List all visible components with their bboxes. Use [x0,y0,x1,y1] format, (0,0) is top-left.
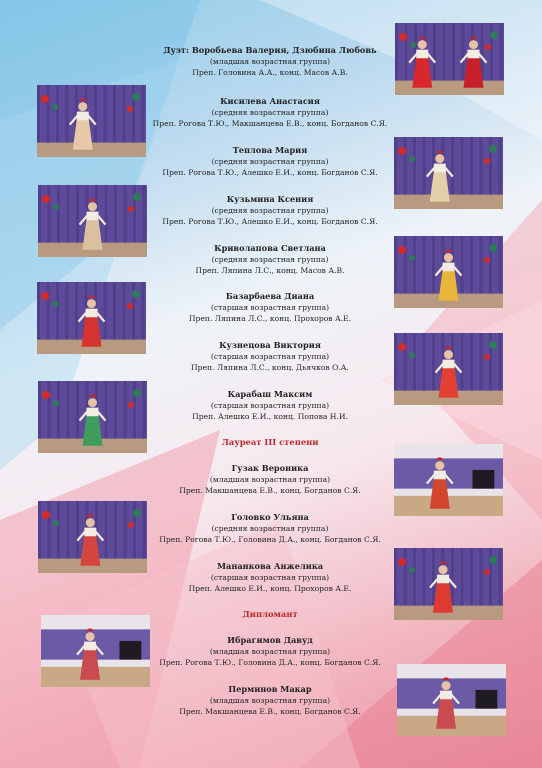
teachers: Преп. Рогова Т.Ю., Головина Д.А., конц. Богданов С.Я. [159,535,381,544]
performer-photo [41,615,150,687]
performer-name: Кузнецова Виктория [219,340,321,350]
age-group: (средняя возрастная группа) [211,157,329,166]
entry-8 [150,389,390,422]
performer-name: Карабаш Максим [227,389,313,399]
teachers: Преп. Макшанцева Е.В., конц. Богданов С.Я. [179,486,361,495]
teachers: Преп. Ляпина Л.С., конц. Масов А.В. [195,266,345,275]
entry-2 [150,96,390,129]
performer-photo [38,381,147,453]
performer-photo [395,23,504,95]
teachers: Преп. Ляпина Л.С., конц. Дьячков О.А. [191,363,349,372]
performer-name: Головко Ульяна [231,512,309,522]
entry-4 [150,194,390,227]
teachers: Преп. Рогова Т.Ю., Макшанцева Е.В., конц. Богданов С.Я. [152,119,388,128]
performer-photo [394,444,503,516]
age-group: (средняя возрастная группа) [211,255,329,264]
age-group: (младшая возрастная группа) [209,57,331,66]
entry-7 [150,340,390,373]
performer-name: Кузьмина Ксения [226,194,314,204]
entry-5 [150,243,390,276]
age-group: (младшая возрастная группа) [209,647,331,656]
entry-12 [150,635,390,668]
entry-1 [150,45,390,78]
section-heading-diploma: Дипломант [242,609,298,619]
performer-name: Дуэт: Воробьева Валерия, Дзюбина Любовь [163,45,377,55]
performer-photo [394,137,503,209]
performer-photo [394,236,503,308]
age-group: (младшая возрастная группа) [209,475,331,484]
performer-name: Перминов Макар [228,684,312,694]
performer-name: Гузак Вероника [231,463,309,473]
teachers: Преп. Рогова Т.Ю., Алешко Е.И., конц. Богданов С.Я. [162,168,378,177]
performer-name: Теплова Мария [232,145,308,155]
teachers: Преп. Макшанцева Е.В., конц. Богданов С.Я. [179,707,361,716]
performer-photo [38,185,147,257]
performer-photo [37,85,146,157]
entry-3 [150,145,390,178]
teachers: Преп. Алешко Е.И., конц. Попова Н.И. [192,412,348,421]
section-heading-laureate: Лауреат III степени [221,437,319,447]
age-group: (средняя возрастная группа) [211,524,329,533]
entry-10 [150,512,390,545]
performer-name: Кисилева Анастасия [220,96,320,106]
teachers: Преп. Алешко Е.И., конц. Прохоров А.Е. [188,584,352,593]
age-group: (старшая возрастная группа) [210,401,330,410]
performer-photo [394,333,503,405]
entry-13 [150,684,390,717]
age-group: (старшая возрастная группа) [210,352,330,361]
age-group: (старшая возрастная группа) [210,303,330,312]
age-group: (средняя возрастная группа) [211,108,329,117]
entry-9 [150,463,390,496]
performer-name: Мананкова Анжелика [216,561,324,571]
performer-name: Ибрагимов Давуд [227,635,313,645]
age-group: (средняя возрастная группа) [211,206,329,215]
entry-11 [150,561,390,594]
entry-6 [150,291,390,324]
performer-photo [37,282,146,354]
teachers: Преп. Рогова Т.Ю., Алешко Е.И., конц. Богданов С.Я. [162,217,378,226]
performer-name: Криволапова Светлана [214,243,326,253]
teachers: Преп. Рогова Т.Ю., Головина Д.А., конц. Богданов С.Я. [159,658,381,667]
age-group: (младшая возрастная группа) [209,696,331,705]
performer-photo [38,501,147,573]
performer-photo [397,664,506,736]
performer-name: Базарбаева Диана [225,291,315,301]
teachers: Преп. Ляпина Л.С., конц. Прохоров А.Е. [188,314,352,323]
performer-photo [394,548,503,620]
age-group: (старшая возрастная группа) [210,573,330,582]
teachers: Преп. Головина А.А., конц. Масов А.В. [192,68,348,77]
